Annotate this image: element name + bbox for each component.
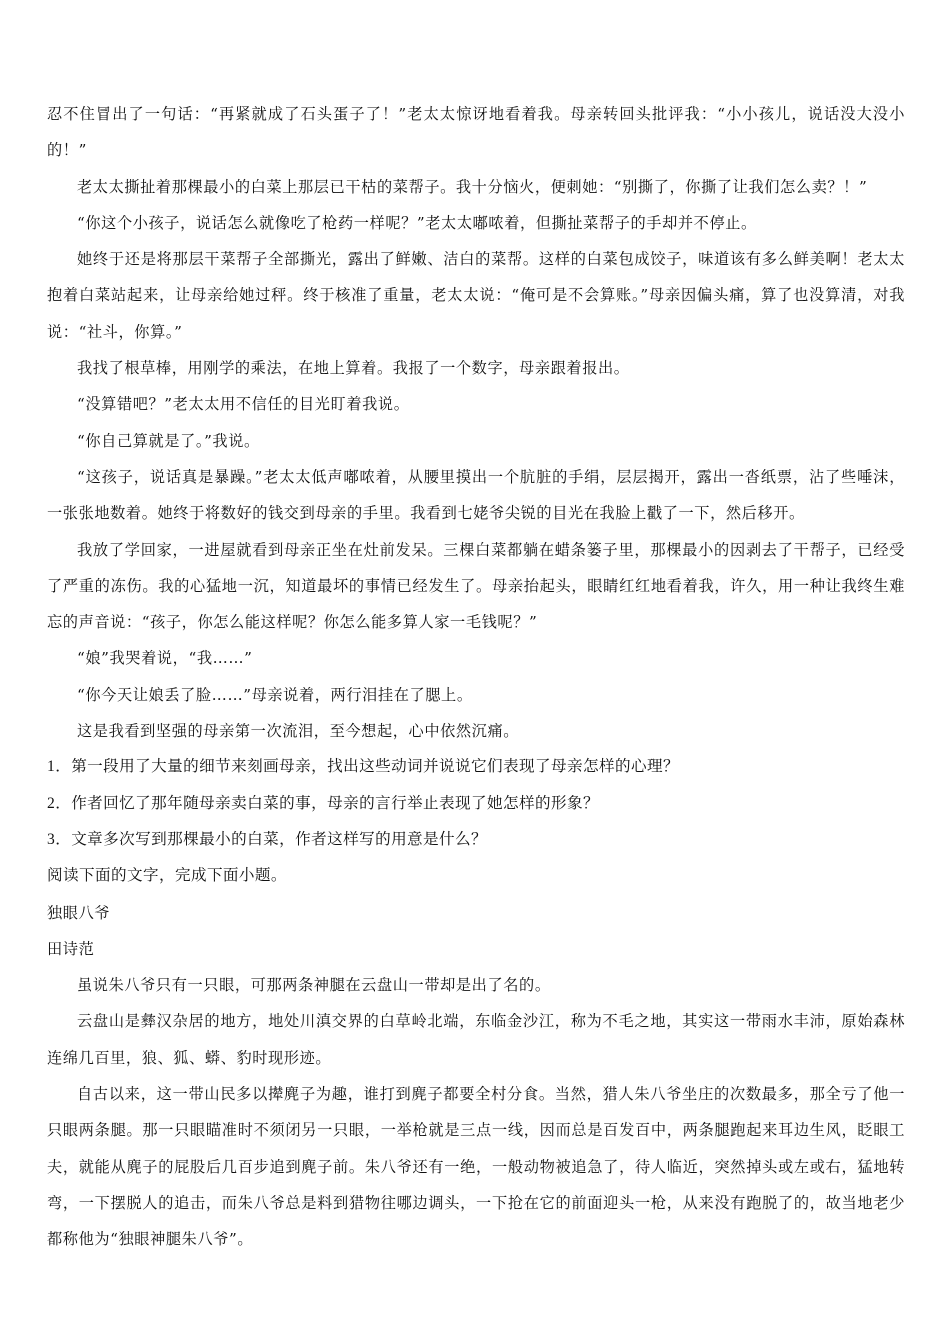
- passage-paragraph: “这孩子，说话真是暴躁。”老太太低声嘟哝着，从腰里摸出一个肮脏的手绢，层层揭开，露出一沓纸票，沾了些唾沫，一张张地数着。她终于将数好的钱交到母亲的手里。我看到七姥爷尖锐的目光在我脸上戳了一下，然后移开。: [47, 467, 905, 523]
- passage-paragraph: “你这个小孩子，说话怎么就像吃了枪药一样呢？”老太太嘟哝着，但撕扯菜帮子的手却并不停止。: [77, 213, 757, 232]
- passage-paragraph: 老太太撕扯着那棵最小的白菜上那层已干枯的菜帮子。我十分恼火，便刺她：“别撕了，你撕了让我们怎么卖？！”: [77, 177, 868, 196]
- passage-paragraph: “娘”我哭着说，“我……”: [77, 649, 253, 668]
- passage-paragraph: 这是我看到坚强的母亲第一次流泪，至今想起，心中依然沉痛。: [77, 722, 520, 741]
- passage-paragraph: “你今天让娘丢了脸……”母亲说着，两行泪挂在了腮上。: [77, 685, 473, 704]
- story-paragraph: 云盘山是彝汉杂居的地方，地处川滇交界的白草岭北端，东临金沙江，称为不毛之地，其实这一带雨水丰沛，原始森林连绵几百里，狼、狐、蟒、豹时现形迹。: [47, 1012, 905, 1067]
- passage-paragraph: 忍不住冒出了一句话：“再紧就成了石头蛋子了！”老太太惊讶地看着我。母亲转回头批评我：“小小孩儿，说话没大没小的！”: [47, 105, 905, 160]
- passage-paragraph: 她终于还是将那层干菜帮子全部撕光，露出了鲜嫩、洁白的菜帮。这样的白菜包成饺子，味道该有多么鲜美啊！老太太抱着白菜站起来，让母亲给她过秤。终于核准了重量，老太太说：“俺可是不会算账。”母亲因偏头痛，算了也没算清，对我说：“社斗，你算。”: [47, 250, 905, 341]
- question-1: 1．第一段用了大量的细节来刻画母亲，找出这些动词并说说它们表现了母亲怎样的心理？: [47, 758, 679, 776]
- passage-paragraph: “没算错吧？”老太太用不信任的目光盯着我说。: [77, 395, 410, 414]
- question-3: 3．文章多次写到那棵最小的白菜，作者这样写的用意是什么？: [47, 830, 488, 848]
- story-title: 独眼八爷: [47, 903, 111, 922]
- passage-paragraph: 我找了根草棒，用刚学的乘法，在地上算着。我报了一个数字，母亲跟着报出。: [77, 359, 630, 378]
- passage-paragraph: “你自己算就是了。”我说。: [77, 431, 260, 450]
- reading-instruction: 阅读下面的文字，完成下面小题。: [47, 867, 287, 885]
- document-page: [47, 96, 905, 1258]
- question-2: 2．作者回忆了那年随母亲卖白菜的事，母亲的言行举止表现了她怎样的形象？: [47, 794, 599, 812]
- story-author: 田诗范: [47, 939, 95, 958]
- passage-paragraph: 我放了学回家，一进屋就看到母亲正坐在灶前发呆。三棵白菜都躺在蜡条篓子里，那棵最小的因剥去了干帮子，已经受了严重的冻伤。我的心猛地一沉，知道最坏的事情已经发生了。母亲抬起头，眼睛红红地看着我，许久，用一种让我终生难忘的声音说：“孩子，你怎么能这样呢？你怎么能多算人家一毛钱呢？”: [47, 540, 905, 632]
- story-paragraph: 自古以来，这一带山民多以撵麂子为趣，谁打到麂子都要全村分食。当然，猎人朱八爷坐庄的次数最多，那全亏了他一只眼两条腿。那一只眼瞄准时不须闭另一只眼，一举枪就是三点一线，因而总是百发百中，两条腿跑起来耳边生风，眨眼工夫，就能从麂子的屁股后几百步追到麂子前。朱八爷还有一绝，一般动物被追急了，待人临近，突然掉头或左或右，猛地转弯，一下摆脱人的追击，而朱八爷总是料到猎物往哪边调头，一下抢在它的前面迎头一枪，从来没有跑脱了的，故当地老少都称他为“独眼神腿朱八爷”。: [47, 1085, 905, 1249]
- story-paragraph: 虽说朱八爷只有一只眼，可那两条神腿在云盘山一带却是出了名的。: [77, 976, 551, 995]
